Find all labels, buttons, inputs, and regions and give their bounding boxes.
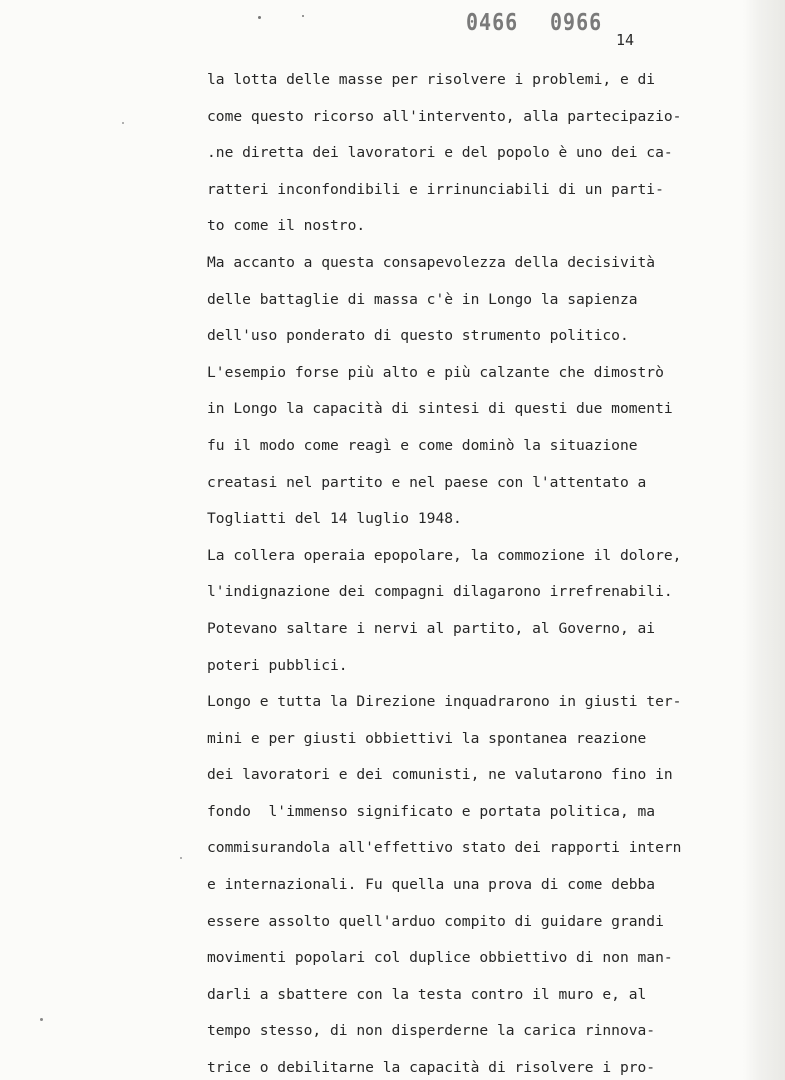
text-line: poteri pubblici. (207, 656, 348, 674)
text-line: tempo stesso, di non disperderne la carica rinnova- (207, 1022, 656, 1040)
text-line: fondo l'immenso significato e portata politica, ma (207, 802, 656, 820)
text-line: delle battaglie di massa c'è in Longo la sapienza (207, 290, 638, 308)
text-line: dei lavoratori e dei comunisti, ne valutarono fino in (207, 766, 673, 784)
text-line: in Longo la capacità di sintesi di questi due momenti (207, 400, 673, 418)
text-line: mini e per giusti obbiettivi la spontanea reazione (207, 729, 647, 747)
text-line: essere assolto quell'arduo compito di guidare grandi (207, 912, 664, 930)
page-number: 14 (616, 31, 635, 49)
text-line: Longo e tutta la Direzione inquadrarono in giusti ter- (207, 693, 682, 711)
text-line: la lotta delle masse per risolvere i problemi, e di (207, 71, 656, 88)
text-line: La collera operaia epopolare, la commozione il dolore, (207, 546, 682, 564)
ink-speck (122, 122, 124, 124)
text-line: trice o debilitarne la capacità di risolvere i pro- (207, 1059, 656, 1077)
archive-stamp-number: 0466 (466, 8, 519, 36)
text-line: movimenti popolari col duplice obbiettivo di non man- (207, 949, 673, 967)
text-line: come questo ricorso all'intervento, alla partecipazio- (207, 107, 682, 125)
text-line: L'esempio forse più alto e più calzante che dimostrò (207, 363, 664, 381)
text-line: Potevano saltare i nervi al partito, al Governo, ai (207, 619, 656, 637)
text-line: Ma accanto a questa consapevolezza della decisività (207, 253, 656, 271)
text-line: to come il nostro. (207, 217, 366, 235)
text-line: darli a sbattere con la testa contro il muro e, al (207, 985, 647, 1003)
page-edge-shadow (743, 0, 785, 1080)
text-line: ratteri inconfondibili e irrinunciabili di un parti- (207, 180, 664, 198)
text-line: dell'uso ponderato di questo strumento politico. (207, 327, 629, 345)
text-line: .ne diretta dei lavoratori e del popolo è uno dei ca- (207, 144, 673, 162)
text-line: fu il modo come reagì e come dominò la situazione (207, 436, 638, 454)
ink-speck (258, 16, 261, 19)
text-line: creatasi nel partito e nel paese con l'attentato a (207, 473, 647, 491)
archive-stamp-number: 0966 (550, 8, 603, 36)
ink-speck (40, 1018, 43, 1021)
text-line: l'indignazione dei compagni dilagarono irrefrenabili. (207, 583, 673, 601)
ink-speck (302, 15, 304, 17)
text-line: e internazionali. Fu quella una prova di come debba (207, 876, 656, 894)
text-line: Togliatti del 14 luglio 1948. (207, 510, 462, 528)
text-line: commisurandola all'effettivo stato dei rapporti intern (207, 839, 682, 857)
typewritten-body (207, 62, 727, 1080)
ink-speck (180, 857, 182, 859)
